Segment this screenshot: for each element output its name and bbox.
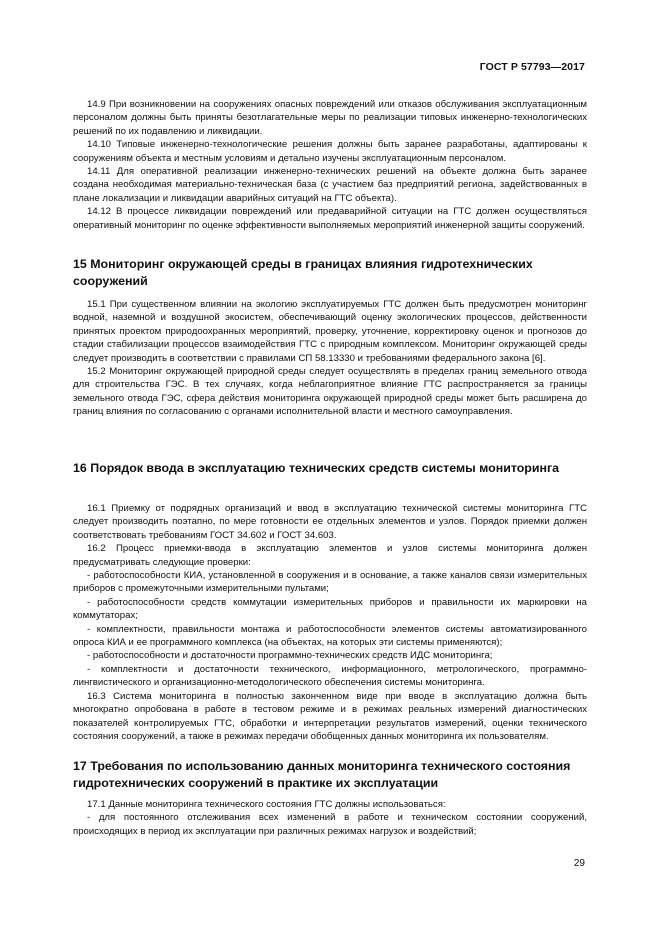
paragraph-17-1: 17.1 Данные мониторинга технического состояния ГТС должны использоваться: [87,799,446,810]
paragraph-14-12: 14.12 В процессе ликвидации повреждений или предаварийной ситуации на ГТС должен осуществляться оперативный мониторинг по оценке эффективности выполняемых мероприятий инженерной защиты сооружений. [73,206,587,231]
section-16-body [73,502,587,743]
document-code: ГОСТ Р 57793—2017 [479,61,585,73]
list-item: - работоспособности КИА, установленной в сооружения и в основание, а также каналов связи измерительных приборов с промежуточными измерительными пультами; [73,570,587,595]
paragraph-16-3: 16.3 Система мониторинга в полностью законченном виде при вводе в эксплуатацию должна быть многократно опробована в работе в тестовом режиме и в режимах реальных измерений диагностических показателей контролируемых ГТС, обработки и интерпретации результатов измерений, оценки технического состояния сооружений, а также в режимах передачи обобщенных данных мониторинга их пользователям. [73,690,587,742]
list-item: - комплектности и достаточности технического, информационного, метрологического, программно-лингвистического и организационно-методологического обеспечения системы мониторинга. [73,663,587,689]
list-item: - для постоянного отслеживания всех изменений в работе и техническом состоянии сооружений, происходящих в период их эксплуатации при различных режимах нагрузок и воздействий; [73,812,587,837]
list-item: - комплектности, правильности монтажа и работоспособности элементов системы автоматизированного опроса КИА и ее программного комплекса (на объектах, на которых эти системы применяются); [73,623,587,649]
section-17-heading: 17 Требования по использованию данных мониторинга технического состояния гидротехнических сооружений в практике их эксплуатации [73,759,571,790]
section-15-heading: 15 Мониторинг окружающей среды в границах влияния гидротехнических сооружений [73,257,533,288]
paragraph-14-11: 14.11 Для оперативной реализации инженерно-технических решений на объекте должна быть заранее создана необходимая материально-техническая база (с участием баз предприятий региона, задействованных в плане локализации и ликвидации аварийных ситуаций на ГТС объекта). [73,166,587,204]
paragraph-15-2: 15.2 Мониторинг окружающей природной среды следует осуществлять в пределах границ земельного отвода для строительства ГЭС. В тех случаях, когда неблагоприятное влияние ГТС распространяется за границы земельного отвода ГЭС, сфера действия мониторинга окружающей природной среды может быть расширена до границ влияния по согласованию с органами исполнительной власти и местного самоуправления. [73,366,587,418]
list-item: - работоспособности средств коммутации измерительных приборов и правильности их маркировки на коммутаторах; [73,596,587,622]
paragraph-15-1: 15.1 При существенном влиянии на экологию эксплуатируемых ГТС должен быть предусмотрен мониторинг водной, наземной и воздушной экосистем, обеспечивающий оценку экологических процессов, действенности принятых проектом природоохранных мероприятий, проверку, уточнение, корректировку оценок и прогнозов до стадии стабилизации процессов взаимодействия ГТС с природным комплексом. Мониторинг окружающей среды следует производить в соответствии с правилами СП 58.13330 и требованиями федерального закона [6]. [73,299,587,364]
paragraph-16-1: 16.1 Приемку от подрядных организаций и ввод в эксплуатацию технической системы мониторинга ГТС следует производить поэтапно, по мере готовности ее отдельных элементов и узлов. Порядок приемки должен соответствовать требованиям ГОСТ 34.602 и ГОСТ 34.603. [73,503,587,541]
list-item: - работоспособности и достаточности программно-технических средств ИДС мониторинга; [87,650,493,662]
paragraph-16-2: 16.2 Процесс приемки-ввода в эксплуатацию элементов и узлов системы мониторинга должен предусматривать следующие проверки: [73,543,587,568]
section-17-body [73,798,587,838]
section-14-continuation [73,98,587,232]
section-16-heading: 16 Порядок ввода в эксплуатацию технических средств системы мониторинга [73,461,560,475]
paragraph-14-10: 14.10 Типовые инженерно-технологические решения должны быть заранее разработаны, адаптированы к сооружениям объекта и местным условиям и детально изучены эксплуатационным персоналом. [73,139,587,164]
paragraph-14-9: 14.9 При возникновении на сооружениях опасных повреждений или отказов обслуживания эксплуатационным персоналом должны быть приняты безотлагательные меры по реализации типовых инженерно-технологических решений по их подавлению и ликвидации. [73,99,587,137]
section-15-body [73,298,587,419]
page-number: 29 [573,858,585,869]
